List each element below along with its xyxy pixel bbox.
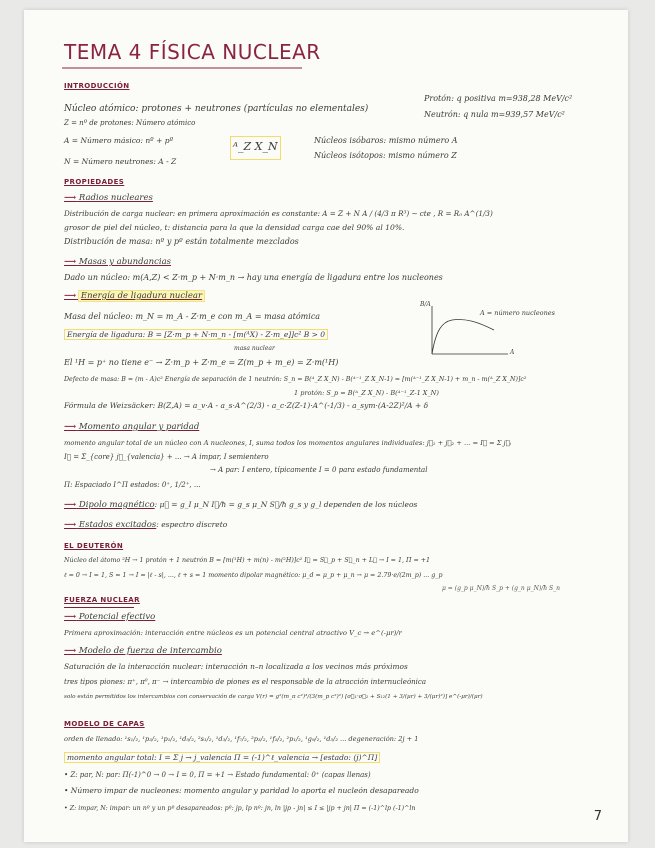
arrow-icon: ⟶ [64, 500, 77, 510]
momento-line-1: momento angular total de un núcleo con A nucleones, I, suma todos los momentos angulares individuales: j⃗₁ + j⃗₂ + ... = I⃗ = Σ j⃗ᵢ [64, 439, 511, 447]
weizsacker-line: Fórmula de Weizsäcker: B(Z,A) = a_v·A - a_s·A^(2/3) - a_c·Z(Z-1)·A^(-1/3) - a_sym·(A-2Z)²/A + δ [64, 401, 429, 410]
section-underline [64, 606, 134, 609]
separacion-proton-line: 1 protón: S_p = B(ᴬ_Z X_N) - B(ᴬ⁻¹_Z-1 X_N) [294, 389, 439, 397]
potencial-line: Primera aproximación: interacción entre núcleos es un potencial central atractivo V_c → e^(-μr)/r [64, 629, 402, 637]
arrow-icon: ⟶ [64, 422, 77, 432]
espaciado-line: Π: Espaciado I^Π estados: 0⁺, 1/2⁺, ... [64, 481, 201, 489]
masa-line-1: Masa del núcleo: m_N = m_A - Z·m_e con m_A = masa atómica [64, 312, 321, 321]
graph-note: A = número nucleones [480, 309, 555, 317]
subsection-energia: ⟶ Energía de ligadura nuclear [64, 291, 203, 301]
modelo-line-3: solo están permitidos los intercambios con conservación de carga V(r) = g²(m_π c²)³/(3(m_p c²)²) [σ⃗₁·σ⃗₂ + S₁₂(1 + 3/(μr) + 3/(μr)²)] e^(-μr)/(μr) [64, 694, 483, 700]
page-title: TEMA 4 FÍSICA NUCLEAR [64, 40, 321, 64]
radios-line-1: Distribución de carga nuclear: en primera aproximación es constante: A = Z + N A / (4/3 π R³) ∼ cte , R = R₀ A^(1/3) [64, 209, 493, 218]
subsection-dipolo: ⟶ Dipolo magnético [64, 500, 155, 510]
subsection-excitados: ⟶ Estados excitados [64, 520, 157, 530]
arrow-icon: ⟶ [64, 520, 77, 530]
page-number: 7 [593, 809, 602, 824]
momento-line-2: I⃗ = Σ_{core} j⃗_{valencia} + ... → A impar, I semientero [64, 453, 269, 461]
arrow-icon: ⟶ [64, 257, 77, 267]
defecto-masa-line: Defecto de masa: B = (m - A)c² Energía de separación de 1 neutrón: S_n = B(ᴬ_Z X_N) - B(ᴬ⁻¹_Z X_N-1) = [m(ᴬ⁻¹_Z X_N-1) + m_n - m(ᴬ_Z X_N)]c² [64, 376, 527, 383]
nuclide-symbol: ᴬ_Z X_N [230, 136, 281, 160]
section-deuteron: EL DEUTERÓN [64, 542, 124, 550]
masas-line-1: Dado un núcleo: m(A,Z) < Z·m_p + N·m_n → hay una energía de ligadura entre los nucleones [64, 273, 443, 282]
intro-line-2: Z = nº de protones: Número atómico [64, 119, 196, 127]
dipolo-line: ⟶ Dipolo magnético: μ⃗ = g_I μ_N I⃗/ħ = g_s μ_N S⃗/ħ g_s y g_l dependen de los núcleos [64, 500, 418, 510]
subsection-modelo-intercambio: ⟶ Modelo de fuerza de intercambio [64, 646, 222, 656]
masa-line-2: Energía de ligadura: B = [Z·m_p + N·m_n - [m(ᴬX) - Z·m_e]]c² B > 0 [64, 330, 328, 340]
graph-label-ba: B/A [420, 301, 431, 308]
arrow-icon: ⟶ [64, 646, 77, 656]
capas-line-2: momento angular total: I = Σ j → j_valencia Π = (-1)^ℓ_valencia → [estado: (j)^Π] [64, 753, 380, 763]
modelo-line-1: Saturación de la interacción nuclear: interacción n–n localizada a los vecinos más próximos [64, 662, 408, 671]
radios-line-2: grosor de piel del núcleo, t: distancia para la que la densidad carga cae del 90% al 10%. [64, 223, 405, 232]
deuteron-line-2: ℓ = 0 → I = 1, S = 1 → I = |ℓ - s|, ..., ℓ + s = 1 momento dipolar magnético: μ_d = μ_p + μ_n → μ = 2.79·e/(2m_p) ... g_p [64, 572, 443, 579]
subsection-potencial: ⟶ Potencial efectivo [64, 612, 156, 622]
capas-line-1: orden de llenado: ¹s₁/₂, ¹p₃/₂, ¹p₁/₂, ¹d₅/₂, ²s₁/₂, ¹d₃/₂, ¹f₇/₂, ²p₃/₂, ¹f₅/₂, ²p₁/₂, ¹g₉/₂, ¹d₅/₂ ... degeneración: 2j + 1 [64, 735, 419, 743]
masa-nuclear-note: masa nuclear [234, 345, 275, 352]
isotopos-line: Núcleos isótopos: mismo número Z [314, 151, 457, 160]
excitados-line: ⟶ Estados excitados: espectro discreto [64, 520, 228, 530]
notebook-page [24, 10, 628, 842]
title-underline [62, 66, 302, 70]
proton-info: Protón: q positiva m=938,28 MeV/c² [424, 94, 573, 103]
radios-line-3: Distribución de masa: nº y pº están totalmente mezclados [64, 237, 299, 246]
subsection-masas: ⟶ Masas y abundancias [64, 257, 172, 267]
graph-label-a: A [510, 349, 515, 356]
capas-line-3: • Z: par, N: par: Π(-1)^0 → 0 → I = 0, Π = +1 → Estado fundamental: 0⁺ (capas llenas) [64, 771, 371, 779]
intro-line-3: A = Número másico: nº + pº [64, 136, 174, 145]
section-fuerza-nuclear: FUERZA NUCLEAR [64, 596, 140, 604]
arrow-icon: ⟶ [64, 193, 77, 203]
subsection-momento: ⟶ Momento angular y paridad [64, 422, 200, 432]
subsection-radios: ⟶ Radios nucleares [64, 193, 153, 203]
capas-line-5: • Z: impar, N: impar: un nº y un pº desapareados: pº: jp, lp nº: jn, ln |jp - jn| ≤ I ≤ |jp + jn| Π = (-1)^lp (-1)^ln [64, 805, 416, 812]
momento-line-3: → A par: I entero, típicamente I = 0 para estado fundamental [210, 466, 428, 474]
capas-line-4: • Número impar de nucleones: momento angular y paridad lo aporta el nucleón desapareado [64, 786, 419, 795]
arrow-icon: ⟶ [64, 291, 77, 301]
section-propiedades: PROPIEDADES [64, 178, 125, 186]
masa-line-3: El ¹H = p⁺ no tiene e⁻ → Z·m_p + Z·m_e = Z(m_p + m_e) = Z·m(¹H) [64, 358, 339, 367]
intro-line-1: Núcleo atómico: protones + neutrones (partículas no elementales) [64, 104, 369, 114]
neutron-info: Neutrón: q nula m=939,57 MeV/c² [424, 110, 565, 119]
arrow-icon: ⟶ [64, 612, 77, 622]
intro-line-4: N = Número neutrones: A - Z [64, 157, 177, 166]
deuteron-moment-eq: μ = (g_p μ_N)/ħ S_p + (g_n μ_N)/ħ S_n [442, 585, 560, 592]
section-introduccion: INTRODUCCIÓN [64, 82, 130, 90]
isobaros-line: Núcleos isóbaros: mismo número A [314, 136, 458, 145]
modelo-line-2: tres tipos piones: π⁺, π⁰, π⁻ → intercambio de piones es el responsable de la atracción internucleónica [64, 678, 426, 686]
deuteron-line-1: Núcleo del átomo ²H → 1 protón + 1 neutrón B = [m(¹H) + m(n) - m(²H)]c² I⃗ = S⃗_p + S⃗_n + L⃗ → I = 1, Π = +1 [64, 557, 431, 564]
section-modelo-capas: MODELO DE CAPAS [64, 720, 145, 728]
